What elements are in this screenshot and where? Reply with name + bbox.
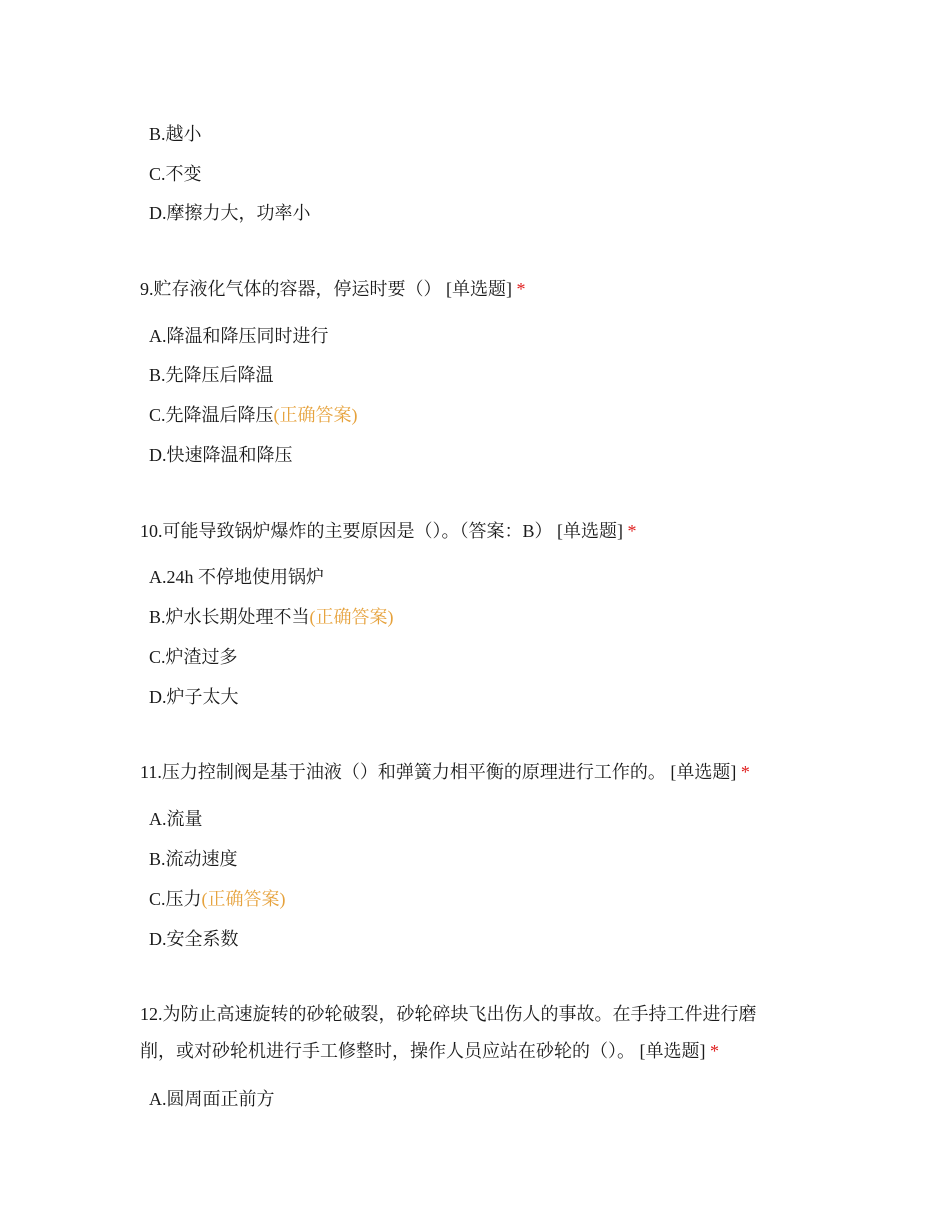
q10-text: 10.可能导致锅炉爆炸的主要原因是（）。（答案：B） — [140, 521, 553, 541]
q10-required-mark: * — [627, 521, 637, 541]
q9-option-d: D.快速降温和降压 — [149, 445, 293, 465]
q11-option-a: A.流量 — [149, 809, 203, 829]
q9-type-tag: [单选题] — [446, 279, 512, 299]
q8-option-b: B.越小 — [149, 124, 202, 144]
q10-question — [140, 513, 790, 550]
q10-correct-tag: (正确答案) — [309, 607, 394, 627]
q9-text: 9.贮存液化气体的容器，停运时要（） — [140, 279, 442, 299]
q9-correct-tag: (正确答案) — [273, 405, 358, 425]
q11-option-c — [149, 888, 286, 910]
q11-option-c-text: C.压力 — [149, 889, 202, 909]
q9-question — [140, 271, 790, 308]
q10-option-a: A.24h 不停地使用锅炉 — [149, 567, 324, 587]
q10-type-tag: [单选题] — [557, 521, 624, 541]
q9-required-mark: * — [516, 279, 526, 299]
q11-type-tag: [单选题] — [670, 762, 737, 782]
q11-required-mark: * — [740, 762, 750, 782]
q9-option-c — [149, 404, 358, 426]
q11-option-d: D.安全系数 — [149, 929, 239, 949]
q10-option-d: D.炉子太大 — [149, 687, 239, 707]
q9-option-a: A.降温和降压同时进行 — [149, 326, 329, 346]
q9-option-b: B.先降压后降温 — [149, 365, 274, 385]
q12-question — [140, 996, 790, 1070]
q10-option-b-text: B.炉水长期处理不当 — [149, 607, 310, 627]
q11-option-b: B.流动速度 — [149, 849, 238, 869]
q11-correct-tag: (正确答案) — [201, 889, 286, 909]
q8-option-d: D.摩擦力大，功率小 — [149, 203, 311, 223]
q11-question — [140, 754, 790, 791]
q10-option-b — [149, 606, 394, 628]
q12-required-mark: * — [710, 1041, 719, 1061]
q12-text: 12.为防止高速旋转的砂轮破裂，砂轮碎块飞出伤人的事故。在手持工件进行磨削，或对砂轮机进行手工修整时，操作人员应站在砂轮的（）。 — [140, 1004, 757, 1061]
q9-option-c-text: C.先降温后降压 — [149, 405, 274, 425]
q10-option-c: C.炉渣过多 — [149, 647, 238, 667]
q8-option-c: C.不变 — [149, 164, 202, 184]
q12-option-a: A.圆周面正前方 — [149, 1089, 275, 1109]
q12-type-tag: [单选题] — [639, 1041, 706, 1061]
q11-text: 11.压力控制阀是基于油液（）和弹簧力相平衡的原理进行工作的。 — [140, 762, 666, 782]
